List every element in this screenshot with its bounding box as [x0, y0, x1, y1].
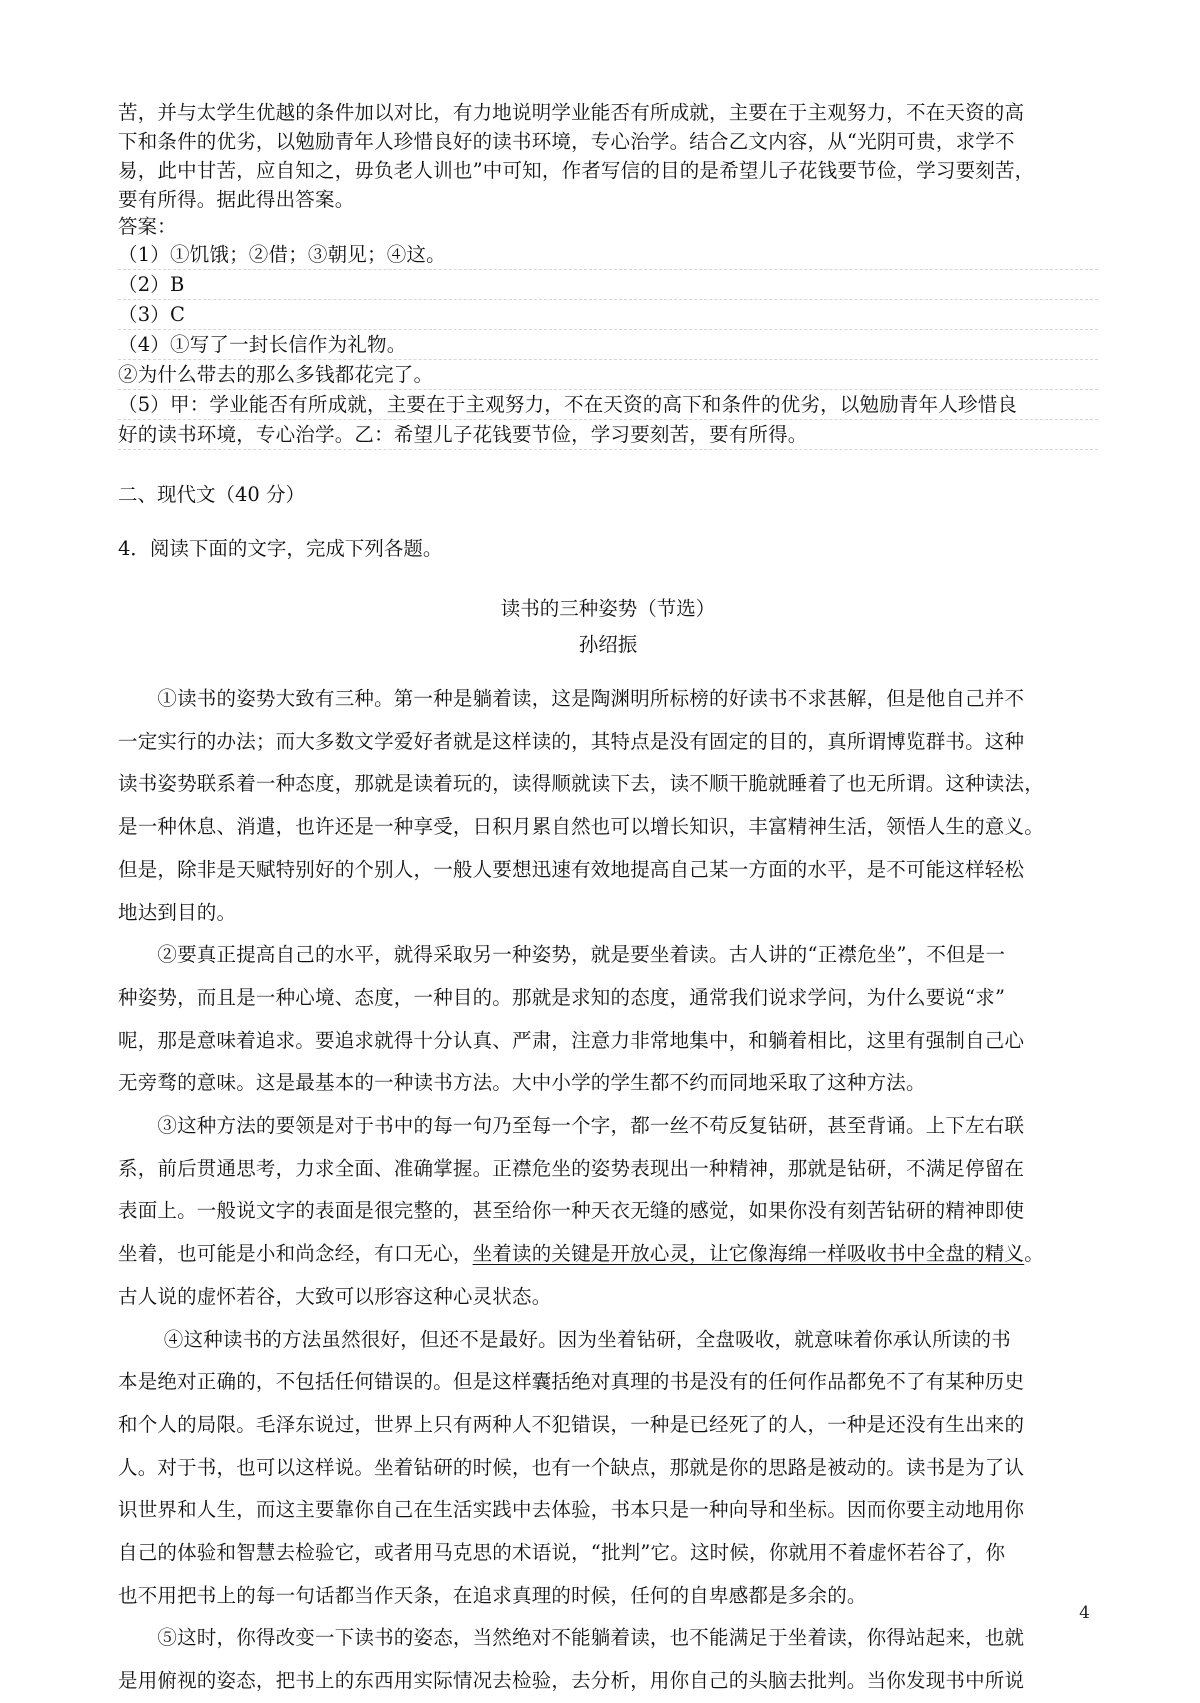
answer-line: （2）B	[118, 270, 1098, 300]
article-line-underlined	[118, 1233, 1098, 1276]
page-number: 4	[1079, 1603, 1090, 1623]
document-page	[118, 98, 1098, 1703]
intro-line: 易，此中甘苦，应自知之，毋负老人训也”中可知，作者写信的目的是希望儿子花钱要节俭，学习要刻苦，	[118, 159, 1035, 182]
article-line: 也不用把书上的每一句话都当作天条，在追求真理的时候，任何的自卑感都是多余的。	[118, 1583, 867, 1607]
article-line: ②要真正提高自己的水平，就得采取另一种姿势，就是要坐着读。古人讲的“正襟危坐”，不但是一	[118, 943, 1006, 967]
article-line: 和个人的局限。毛泽东说过，世界上只有两种人不犯错误，一种是已经死了的人，一种是还没有生出来的	[118, 1412, 1025, 1436]
line-text-before: 坐着，也可能是小和尚念经，有口无心，	[118, 1242, 473, 1266]
article-line: 本是绝对正确的，不包括任何错误的。但是这样囊括绝对真理的书是没有的任何作品都免不了有某种历史	[118, 1370, 1025, 1394]
answer-line: 好的读书环境，专心治学。乙：希望儿子花钱要节俭，学习要刻苦，要有所得。	[118, 420, 1098, 450]
article-title: 读书的三种姿势（节选）	[500, 597, 716, 620]
article-line: ③这种方法的要领是对于书中的每一句乃至每一个字，都一丝不苟反复钻研，甚至背诵。上下左右联	[118, 1114, 1025, 1138]
answer-line: （3）C	[118, 300, 1098, 330]
article-line: 系，前后贯通思考，力求全面、准确掌握。正襟危坐的姿势表现出一种精神，那就是钻研，不满足停留在	[118, 1156, 1025, 1180]
article-line: 识世界和人生，而这主要靠你自己在生活实践中去体验，书本只是一种向导和坐标。因而你要主动地用你	[118, 1498, 1025, 1522]
article-line: 呢，那是意味着追求。要追求就得十分认真、严肃，注意力非常地集中，和躺着相比，这里有强制自己心	[118, 1028, 1025, 1052]
article-line: 表面上。一般说文字的表面是很完整的，甚至给你一种天衣无缝的感觉，如果你没有刻苦钻研的精神即使	[118, 1199, 1025, 1223]
article-line: 古人说的虚怀若谷，大致可以形容这种心灵状态。	[118, 1284, 552, 1308]
article-line: 无旁骛的意味。这是最基本的一种读书方法。大中小学的学生都不约而同地采取了这种方法。	[118, 1071, 926, 1095]
intro-paragraph	[118, 98, 1098, 214]
intro-line: 苦，并与太学生优越的条件加以对比，有力地说明学业能否有所成就，主要在于主观努力，不在天资的高	[118, 101, 1025, 124]
question-prompt: 4．阅读下面的文字，完成下列各题。	[118, 537, 443, 560]
article-line: ④这种读书的方法虽然很好，但还不是最好。因为坐着钻研，全盘吸收，就意味着你承认所读的书	[118, 1327, 1011, 1351]
article-line: 人。对于书，也可以这样说。坐着钻研的时候，也有一个缺点，那就是你的思路是被动的。读书是为了认	[118, 1455, 1025, 1479]
article-line: ①读书的姿势大致有三种。第一种是躺着读，这是陶渊明所标榜的好读书不求甚解，但是他自己并不	[118, 687, 1025, 710]
article-line: 地达到目的。	[118, 900, 237, 924]
answers-block	[118, 240, 1098, 450]
article-line: 是一种休息、消遣，也许还是一种享受，日积月累自然也可以增长知识，丰富精神生活，领悟人生的意义。	[118, 815, 1044, 839]
article-line: 是用俯视的姿态，把书上的东西用实际情况去检验，去分析，用你自己的头脑去批判。当你发现书中所说	[118, 1669, 1025, 1693]
line-text-after: 。	[1024, 1242, 1044, 1266]
intro-line: 下和条件的优劣，以勉励青年人珍惜良好的读书环境，专心治学。结合乙文内容，从“光阴可贵，求学不	[118, 130, 1015, 153]
answer-line: ②为什么带去的那么多钱都花完了。	[118, 360, 1098, 390]
underlined-sentence: 坐着读的关键是开放心灵，让它像海绵一样吸收书中全盘的精义	[472, 1242, 1025, 1266]
answer-line: （1）①饥饿；②借；③朝见；④这。	[118, 240, 1098, 270]
article-body	[118, 678, 1098, 1703]
article-line: 种姿势，而且是一种心境、态度，一种目的。那就是求知的态度，通常我们说求学问，为什么要说“求”	[118, 985, 1006, 1009]
article-line: 一定实行的办法；而大多数文学爱好者就是这样读的，其特点是没有固定的目的，真所谓博览群书。这种	[118, 729, 1025, 753]
intro-line: 要有所得。据此得出答案。	[118, 188, 355, 211]
answers-label: 答案：	[118, 215, 177, 238]
article-author: 孙绍振	[578, 633, 638, 656]
section-title: 二、现代文（40 分）	[118, 483, 306, 506]
answer-line: （4）①写了一封长信作为礼物。	[118, 330, 1098, 360]
article-line: 但是，除非是天赋特别好的个别人，一般人要想迅速有效地提高自己某一方面的水平，是不可能这样轻松	[118, 857, 1025, 881]
article-line: 自己的体验和智慧去检验它，或者用马克思的术语说，“批判”它。这时候，你就用不着虚怀若谷了，你	[118, 1541, 1006, 1565]
article-line: 读书姿势联系着一种态度，那就是读着玩的，读得顺就读下去，读不顺干脆就睡着了也无所谓。这种读法，	[118, 772, 1044, 796]
answer-line: （5）甲：学业能否有所成就，主要在于主观努力，不在天资的高下和条件的优劣，以勉励青年人珍惜良	[118, 390, 1098, 420]
article-line: ⑤这时，你得改变一下读书的姿态，当然绝对不能躺着读，也不能满足于坐着读，你得站起来，也就	[118, 1626, 1025, 1650]
